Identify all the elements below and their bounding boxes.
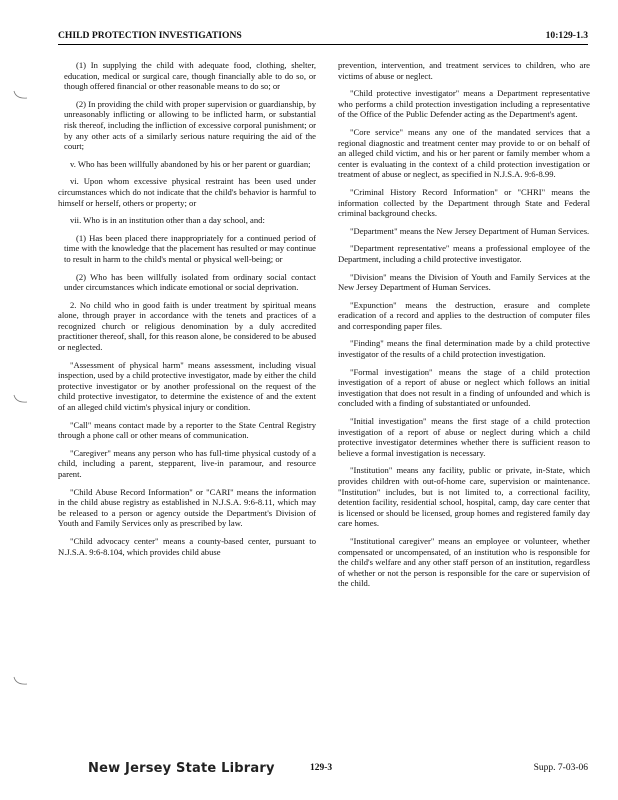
page-number: 129-3: [310, 763, 333, 773]
paragraph: "Initial investigation" means the first stage of a child protection investigation of a report of abuse or neglect during which a child protective investigator determines whether there is sufficient reason to believe a formal investigation is necessary.: [338, 416, 590, 458]
paragraph: "Department representative" means a professional employee of the Department, including a child protective investigator.: [338, 243, 590, 264]
library-watermark: New Jersey State Library: [88, 761, 275, 776]
right-column: [338, 60, 590, 596]
paragraph: "Caregiver" means any person who has full-time physical custody of a child, including a parent, stepparent, live-in paramour, and resource parent.: [58, 447, 316, 479]
paragraph: 2. No child who in good faith is under treatment by spiritual means alone, through prayer in accordance with the tenets and practices of a recognized church or religious denomination by a duly accredited practitioner thereof, shall, for this reason alone, be considered to be abused or neglected.: [58, 299, 316, 353]
paragraph: "Assessment of physical harm" means assessment, including visual inspection, used by a child protective investigator, made by either the child protective investigator or by another professional on the request of the child protective investigator, to determine the existence of and the extent of an alleged child victim's physical injury or condition.: [58, 359, 316, 413]
paragraph: prevention, intervention, and treatment services to children, who are victims of abuse or neglect.: [338, 60, 590, 81]
paragraph: (1) Has been placed there inappropriately for a continued period of time with the knowledge that the placement has resulted or may continue to result in harm to the child's mental or physical well-being; or: [64, 232, 316, 264]
page-footer: [58, 763, 588, 783]
paragraph: "Institutional caregiver" means an employee or volunteer, whether compensated or uncompensated, of an institution who is responsible for the child's welfare and any other staff person of an institution, regardless of whether or not the person is responsible for the care or supervision of the child.: [338, 535, 590, 589]
paragraph: "Formal investigation" means the stage of a child protection investigation of a report of abuse or neglect which follows an initial investigation that does not result in a finding of unfounded and which is concluded with a finding of substantiated or unfounded.: [338, 366, 590, 409]
paragraph: v. Who has been willfully abandoned by his or her parent or guardian;: [70, 158, 311, 169]
binding-hole-mark: [12, 674, 30, 688]
paragraph: "Department" means the New Jersey Department of Human Services.: [350, 225, 590, 236]
supplement-date: Supp. 7-03-06: [533, 763, 588, 773]
left-column: [58, 60, 316, 564]
paragraph: "Criminal History Record Information" or "CHRI" means the information collected by the Department through State and Federal criminal background checks.: [338, 186, 590, 219]
paragraph: "Finding" means the final determination made by a child protective investigator of the results of a child protection investigation.: [338, 338, 590, 360]
paragraph: (1) In supplying the child with adequate food, clothing, shelter, education, medical or surgical care, though financially able to do so, or though offered financial or other reasonable means to do so; or: [64, 60, 316, 92]
paragraph: "Expunction" means the destruction, erasure and complete eradication of a record and applies to the destruction of computer files and corresponding paper files.: [338, 299, 590, 331]
section-number: 10:129-1.3: [545, 30, 588, 41]
paragraph: vii. Who is in an institution other than a day school, and:: [70, 215, 265, 226]
paragraph: vi. Upon whom excessive physical restraint has been used under circumstances which do not indicate that the child's behavior is harmful to himself or herself, others or property; or: [58, 176, 316, 208]
running-head: [58, 30, 588, 45]
binding-hole-mark: [12, 88, 30, 102]
paragraph: "Division" means the Division of Youth and Family Services at the New Jersey Department of Human Services.: [338, 271, 590, 293]
chapter-title: CHILD PROTECTION INVESTIGATIONS: [58, 30, 242, 41]
paragraph: "Child advocacy center" means a county-based center, pursuant to N.J.S.A. 9:6-8.104, which provides child abuse: [58, 535, 316, 557]
paragraph: "Call" means contact made by a reporter to the State Central Registry through a phone call or other means of communication.: [58, 419, 316, 441]
paragraph: (2) Who has been willfully isolated from ordinary social contact under circumstances which indicate emotional or social deprivation.: [64, 271, 316, 293]
paragraph: "Institution" means any facility, public or private, in-State, which provides children with out-of-home care, supervision or maintenance. "Institution" includes, but is not limited to, a correctional facility, detention facility, residential school, hospital, camp, day care center that is licensed or should be licensed, group homes and registered family day care homes.: [338, 465, 590, 529]
paragraph: "Core service" means any one of the mandated services that a regional diagnostic and treatment center may provide to or on behalf of an alleged child victim, and his or her parent or family member whom a center is evaluating in the context of a child protection investigation or treatment of abuse or neglect, as specified in N.J.S.A. 9:6-8.99.: [338, 126, 590, 180]
binding-hole-mark: [12, 392, 30, 406]
paragraph: "Child protective investigator" means a Department representative who performs a child protection investigation including a representative of the Office of the Public Defender acting as the Department's agent.: [338, 88, 590, 120]
paragraph: (2) In providing the child with proper supervision or guardianship, by unreasonably inflicting or allowing to be inflicted harm, or substantial risk thereof, including the infliction of excessive corporal punishment; or by any other acts of a similarly serious nature requiring the aid of the court;: [64, 98, 316, 152]
paragraph: "Child Abuse Record Information" or "CARI" means the information in the child abuse registry as established in N.J.S.A. 9:6-8.11, which may be released to a person or agency outside the Department's Division of Youth and Family Services only as prescribed by law.: [58, 486, 316, 529]
